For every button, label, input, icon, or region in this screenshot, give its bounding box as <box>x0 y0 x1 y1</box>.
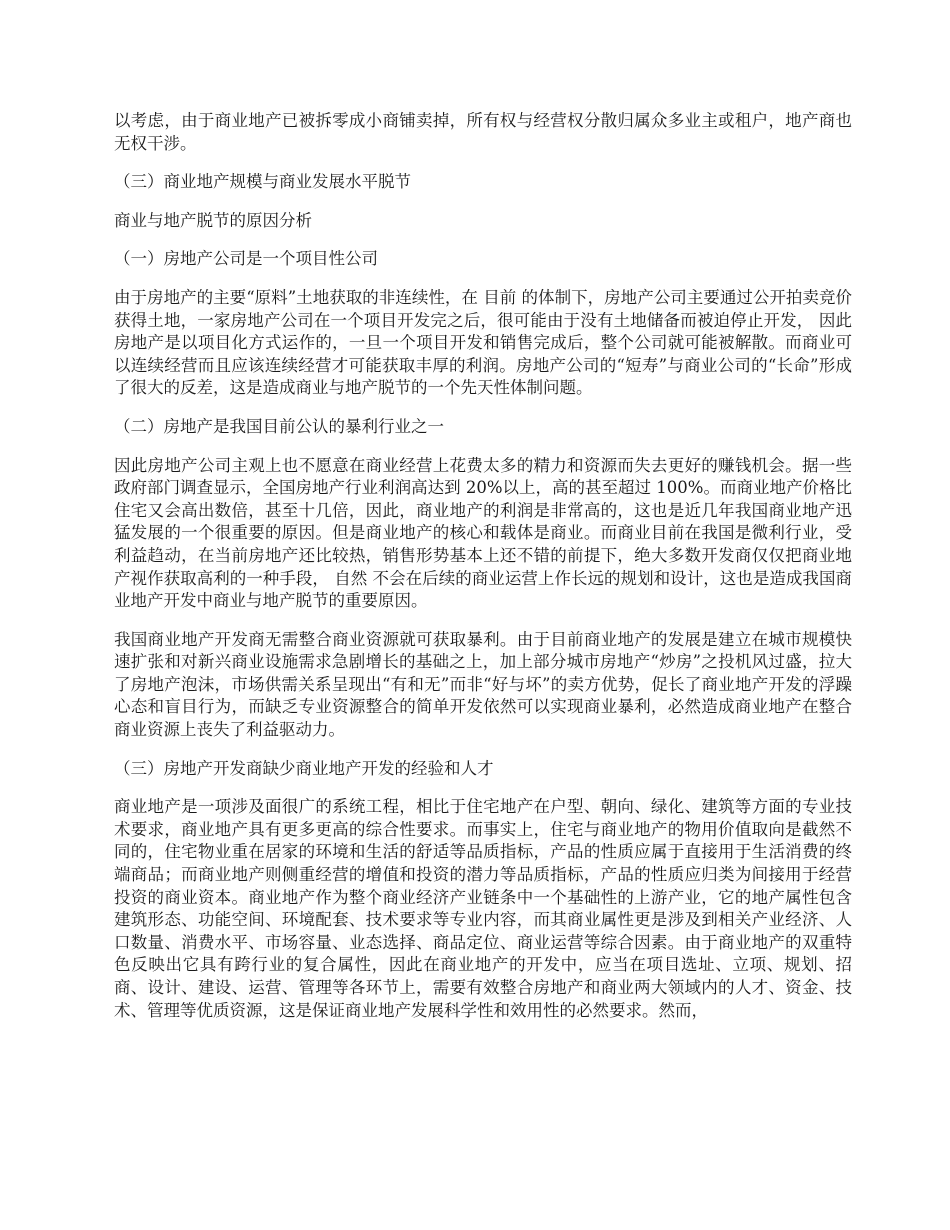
section-heading: （三）商业地产规模与商业发展水平脱节 <box>114 172 411 192</box>
paragraph: 以考虑，由于商业地产已被拆零成小商铺卖掉，所有权与经营权分散归属众多业主或租户，地产商也无权干涉。 <box>114 111 852 153</box>
paragraph: 我国商业地产开发商无需整合商业资源就可获取暴利。由于目前商业地产的发展是建立在城市规模快速扩张和对新兴商业设施需求急剧增长的基础之上，加上部分城市房地产“炒房”之投机风过盛，拉大了房地产泡沫，市场供需关系呈现出“有和无”而非“好与坏”的卖方优势，促长了商业地产开发的浮躁心态和盲目行为，而缺乏专业资源整合的简单开发依然可以实现商业暴利，必然造成商业地产在整合商业资源上丧失了利益驱动力。 <box>114 629 852 740</box>
document-page <box>114 110 852 1038</box>
paragraph: 由于房地产的主要“原料”土地获取的非连续性，在 目前 的体制下，房地产公司主要通过公开拍卖竞价获得土地，一家房地产公司在一个项目开发完之后，很可能由于没有土地储备而被迫停止开发， 因此房地产是以项目化方式运作的，一旦一个项目开发和销售完成后，整个公司就可能被解散。而商业可以连续经营而且应该连续经营才可能获取丰厚的利润。房地产公司的“短寿”与商业公司的“长命”形成了很大的反差，这是造成商业与地产脱节的一个先天性体制问题。 <box>114 287 852 398</box>
paragraph: 商业地产是一项涉及面很广的系统工程，相比于住宅地产在户型、朝向、绿化、建筑等方面的专业技术要求，商业地产具有更多更高的综合性要求。而事实上，住宅与商业地产的物用价值取向是截然不同的，住宅物业重在居家的环境和生活的舒适等品质指标，产品的性质应属于直接用于生活消费的终端商品；而商业地产则侧重经营的增值和投资的潜力等品质指标，产品的性质应归类为间接用于经营投资的商业资本。商业地产作为整个商业经济产业链条中一个基础性的上游产业，它的地产属性包含建筑形态、功能空间、环境配套、技术要求等专业内容，而其商业属性更是涉及到相关产业经济、人口数量、消费水平、市场容量、业态选择、商品定位、商业运营等综合因素。由于商业地产的双重特色反映出它具有跨行业的复合属性，因此在商业地产的开发中，应当在项目选址、立项、规划、招商、设计、建设、运营、管理等各环节上，需要有效整合房地产和商业两大领域内的人才、资金、技术、管理等优质资源，这是保证商业地产发展科学性和效用性的必然要求。然而， <box>114 797 852 1020</box>
section-heading: （二）房地产是我国目前公认的暴利行业之一 <box>114 416 444 436</box>
paragraph: 因此房地产公司主观上也不愿意在商业经营上花费太多的精力和资源而失去更好的赚钱机会。据一些政府部门调查显示，全国房地产行业利润高达到 20%以上，高的甚至超过 100%。而商业地产价格比住宅又会高出数倍，甚至十几倍，因此，商业地产的利润是非常高的，这也是近几年我国商业地产迅猛发展的一个很重要的原因。但是商业地产的核心和载体是商业。而商业目前在我国是微利行业，受利益趋动，在当前房地产还比较热，销售形势基本上还不错的前提下，绝大多数开发商仅仅把商业地产视作获取高利的一种手段， 自然 不会在后续的商业运营上作长远的规划和设计，这也是造成我国商业地产开发中商业与地产脱节的重要原因。 <box>114 455 852 611</box>
section-heading: 商业与地产脱节的原因分析 <box>114 210 312 230</box>
section-heading: （三）房地产开发商缺少商业地产开发的经验和人才 <box>114 758 494 778</box>
section-heading: （一）房地产公司是一个项目性公司 <box>114 249 378 269</box>
